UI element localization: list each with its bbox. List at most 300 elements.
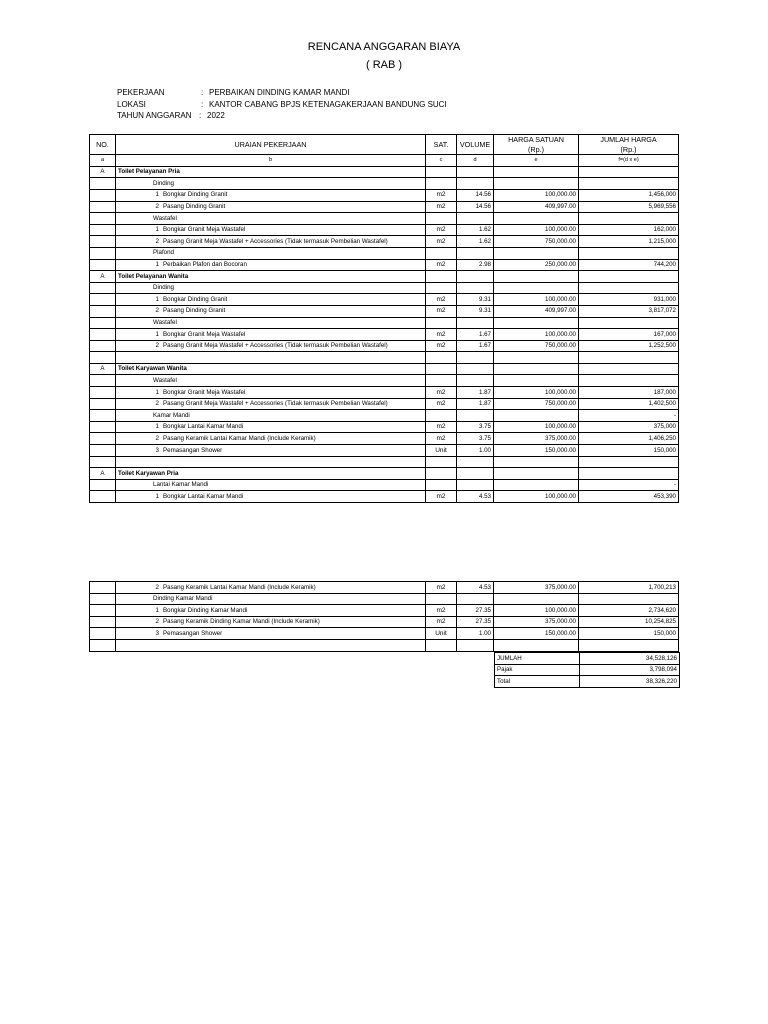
table-row — [90, 479, 679, 491]
cell-uraian — [116, 189, 426, 201]
info-value: KANTOR CABANG BPJS KETENAGAKERJAAN BANDUNG SUCI — [209, 99, 447, 109]
table-row — [90, 639, 679, 651]
letter-d: d — [457, 155, 494, 167]
cell-jumlah-harga — [579, 317, 679, 329]
cell-sat: m2 — [426, 421, 457, 433]
cell-uraian — [116, 329, 426, 341]
table-row — [90, 410, 679, 422]
info-row-pekerjaan — [117, 87, 447, 99]
item-number: 2 — [155, 618, 159, 626]
header-harga-satuan — [494, 135, 579, 155]
item-number: 1 — [155, 423, 159, 431]
cell-uraian: Toilet Pelayanan Pria — [116, 166, 426, 178]
cell-no — [90, 456, 116, 468]
cell-jumlah-harga — [579, 593, 679, 605]
item-number: 3 — [155, 446, 159, 454]
item-number: 2 — [155, 434, 159, 442]
item-number: 1 — [155, 295, 159, 303]
cell-jumlah-harga: 162,000 — [579, 224, 679, 236]
cell-uraian: Dinding — [116, 178, 426, 190]
cell-uraian — [116, 352, 426, 364]
cell-harga-satuan — [494, 178, 579, 190]
total-row-total — [495, 676, 680, 688]
cell-harga-satuan: 100,000.00 — [494, 189, 579, 201]
cell-sat: m2 — [426, 616, 457, 628]
cell-harga-satuan: 409,997.00 — [494, 305, 579, 317]
cell-jumlah-harga: 5,969,556 — [579, 201, 679, 213]
cell-volume — [457, 352, 494, 364]
cell-jumlah-harga: 150,000 — [579, 628, 679, 640]
letter-b: b — [116, 155, 426, 167]
cell-jumlah-harga: 1,406,250 — [579, 433, 679, 445]
cell-harga-satuan: 100,000.00 — [494, 387, 579, 399]
table-row — [90, 593, 679, 605]
cell-jumlah-harga: 453,390 — [579, 491, 679, 503]
cell-sat: m2 — [426, 259, 457, 271]
total-row-pajak — [495, 664, 680, 676]
cell-uraian — [116, 628, 426, 640]
cell-harga-satuan: 375,000.00 — [494, 616, 579, 628]
cell-sat — [426, 639, 457, 651]
cell-no: A — [90, 166, 116, 178]
table-row — [90, 363, 679, 375]
table-row — [90, 166, 679, 178]
cell-uraian: Toilet Pelayanan Wanita — [116, 271, 426, 283]
project-info — [117, 87, 447, 122]
cell-sat — [426, 352, 457, 364]
letter-e: e — [494, 155, 579, 167]
table-row — [90, 456, 679, 468]
cell-sat: m2 — [426, 201, 457, 213]
cell-jumlah-harga: 375,000 — [579, 421, 679, 433]
cell-volume — [457, 363, 494, 375]
cell-no — [90, 616, 116, 628]
info-separator: : — [201, 99, 204, 109]
table-row — [90, 433, 679, 445]
cell-sat: m2 — [426, 189, 457, 201]
cell-jumlah-harga — [579, 468, 679, 480]
cell-uraian — [116, 340, 426, 352]
item-description: Bongkar Granit Meja Wastafel — [163, 388, 246, 396]
header-jumlah-harga-line1: JUMLAH HARGA — [600, 135, 657, 144]
cell-jumlah-harga — [579, 363, 679, 375]
table-row — [90, 468, 679, 480]
cell-volume: 4.53 — [457, 491, 494, 503]
cell-uraian: Toilet Karyawan Wanita — [116, 363, 426, 375]
cell-uraian — [116, 639, 426, 651]
cell-no — [90, 605, 116, 617]
header-harga-satuan-line2: (Rp.) — [528, 144, 544, 154]
table-row — [90, 491, 679, 503]
cell-no: A — [90, 363, 116, 375]
cell-sat — [426, 593, 457, 605]
cell-volume: 4.53 — [457, 582, 494, 594]
item-description: Pasang Keramik Lantai Kamar Mandi (Include Keramik) — [163, 434, 316, 442]
cell-sat — [426, 317, 457, 329]
item-description: Pemasangan Shower — [163, 629, 223, 637]
cell-harga-satuan — [494, 410, 579, 422]
cell-uraian — [116, 433, 426, 445]
cell-sat — [426, 282, 457, 294]
cell-harga-satuan — [494, 468, 579, 480]
item-number: 2 — [155, 342, 159, 350]
cell-harga-satuan: 100,000.00 — [494, 491, 579, 503]
cell-harga-satuan: 750,000.00 — [494, 340, 579, 352]
cell-volume — [457, 410, 494, 422]
total-value: 38,326,220 — [580, 676, 680, 688]
cell-uraian — [116, 305, 426, 317]
table-row — [90, 582, 679, 594]
cell-no — [90, 398, 116, 410]
header-jumlah-harga-line2: (Rp.) — [620, 144, 637, 154]
item-number: 2 — [155, 203, 159, 211]
cell-volume — [457, 593, 494, 605]
table-row — [90, 329, 679, 341]
cell-harga-satuan — [494, 282, 579, 294]
cell-volume — [457, 178, 494, 190]
cell-jumlah-harga — [579, 213, 679, 225]
cell-no — [90, 259, 116, 271]
header-jumlah-harga — [579, 135, 679, 155]
cell-harga-satuan: 150,000.00 — [494, 445, 579, 457]
cell-no — [90, 479, 116, 491]
cell-jumlah-harga — [579, 271, 679, 283]
header-no: NO. — [90, 135, 116, 155]
cell-no — [90, 628, 116, 640]
cell-harga-satuan: 409,997.00 — [494, 201, 579, 213]
table-row — [90, 340, 679, 352]
cell-uraian — [116, 445, 426, 457]
rab-table-part-1 — [89, 134, 679, 503]
item-description: Pasang Granit Meja Wastafel + Accessories (Tidak termasuk Pembelian Wastafel) — [163, 342, 388, 350]
document-subtitle: ( RAB ) — [365, 59, 403, 71]
cell-harga-satuan — [494, 479, 579, 491]
table-row — [90, 236, 679, 248]
table-row — [90, 224, 679, 236]
item-description: Bongkar Dinding Granit — [163, 295, 228, 303]
cell-jumlah-harga — [579, 375, 679, 387]
cell-sat: m2 — [426, 387, 457, 399]
cell-sat: m2 — [426, 236, 457, 248]
cell-uraian — [116, 294, 426, 306]
total-label: Total — [495, 676, 580, 688]
info-label: PEKERJAAN — [117, 88, 165, 97]
item-description: Bongkar Lantai Kamar Mandi — [163, 423, 244, 431]
cell-no — [90, 387, 116, 399]
cell-no — [90, 352, 116, 364]
item-description: Bongkar Dinding Granit — [163, 191, 228, 199]
table-row — [90, 259, 679, 271]
cell-sat: m2 — [426, 398, 457, 410]
table-row — [90, 352, 679, 364]
item-description: Pasang Keramik Dinding Kamar Mandi (Include Keramik) — [163, 618, 320, 626]
cell-sat — [426, 166, 457, 178]
document-title: RENCANA ANGGARAN BIAYA — [307, 41, 461, 53]
table-row — [90, 387, 679, 399]
cell-jumlah-harga — [579, 178, 679, 190]
cell-jumlah-harga: 744,200 — [579, 259, 679, 271]
cell-sat — [426, 178, 457, 190]
item-description: Bongkar Dinding Kamar Mandi — [163, 606, 248, 614]
table-row — [90, 201, 679, 213]
cell-sat: m2 — [426, 305, 457, 317]
header-uraian: URAIAN PEKERJAAN — [116, 135, 426, 155]
rab-table-part-2 — [89, 581, 679, 652]
cell-volume: 1.00 — [457, 628, 494, 640]
cell-no — [90, 433, 116, 445]
info-value: 2022 — [207, 111, 225, 120]
cell-jumlah-harga: 1,252,500 — [579, 340, 679, 352]
cell-volume: 9.31 — [457, 305, 494, 317]
cell-uraian: Toilet Karyawan Pria — [116, 468, 426, 480]
cell-no: A — [90, 271, 116, 283]
table-row — [90, 178, 679, 190]
item-number: 1 — [155, 330, 159, 338]
cell-harga-satuan: 100,000.00 — [494, 329, 579, 341]
table-row — [90, 294, 679, 306]
cell-harga-satuan — [494, 213, 579, 225]
cell-sat — [426, 410, 457, 422]
totals-table — [494, 652, 680, 688]
cell-harga-satuan — [494, 352, 579, 364]
item-number: 1 — [155, 606, 159, 614]
item-description: Bongkar Granit Meja Wastafel — [163, 330, 246, 338]
cell-jumlah-harga: 1,456,000 — [579, 189, 679, 201]
cell-sat: m2 — [426, 433, 457, 445]
cell-jumlah-harga: 187,000 — [579, 387, 679, 399]
cell-no — [90, 593, 116, 605]
cell-jumlah-harga: 931,000 — [579, 294, 679, 306]
cell-jumlah-harga: 1,402,500 — [579, 398, 679, 410]
cell-uraian — [116, 491, 426, 503]
table-row — [90, 317, 679, 329]
info-row-tahun-anggaran — [117, 110, 447, 122]
cell-jumlah-harga: - — [579, 410, 679, 422]
table-row — [90, 398, 679, 410]
table-row — [90, 605, 679, 617]
item-number: 1 — [155, 191, 159, 199]
cell-harga-satuan: 100,000.00 — [494, 605, 579, 617]
info-label: LOKASI — [117, 99, 146, 109]
cell-no — [90, 491, 116, 503]
cell-jumlah-harga — [579, 282, 679, 294]
cell-harga-satuan — [494, 247, 579, 259]
cell-volume: 27.35 — [457, 616, 494, 628]
table-row — [90, 375, 679, 387]
header-volume: VOLUME — [457, 135, 494, 155]
table-row — [90, 445, 679, 457]
cell-uraian — [116, 398, 426, 410]
cell-sat — [426, 363, 457, 375]
cell-harga-satuan — [494, 639, 579, 651]
table-header-row — [90, 135, 679, 155]
cell-sat — [426, 271, 457, 283]
cell-no — [90, 329, 116, 341]
item-number: 3 — [155, 629, 159, 637]
item-number: 2 — [155, 307, 159, 315]
table-row — [90, 616, 679, 628]
cell-harga-satuan — [494, 456, 579, 468]
item-description: Pasang Dinding Granit — [163, 307, 226, 315]
cell-no — [90, 213, 116, 225]
item-description: Pasang Granit Meja Wastafel + Accessories (Tidak termasuk Pembelian Wastafel) — [163, 400, 388, 408]
cell-no — [90, 305, 116, 317]
cell-harga-satuan: 100,000.00 — [494, 421, 579, 433]
cell-uraian — [116, 387, 426, 399]
cell-volume — [457, 375, 494, 387]
cell-sat: m2 — [426, 605, 457, 617]
item-description: Bongkar Lantai Kamar Mandi — [163, 492, 244, 500]
cell-no — [90, 317, 116, 329]
item-number: 2 — [155, 400, 159, 408]
item-number: 1 — [155, 492, 159, 500]
letter-f: f=(d x e) — [579, 155, 679, 167]
cell-no — [90, 294, 116, 306]
item-description: Perbaikan Plafon dan Bocoran — [163, 261, 247, 269]
table-row — [90, 282, 679, 294]
cell-volume — [457, 317, 494, 329]
cell-sat: m2 — [426, 329, 457, 341]
item-description: Bongkar Granit Meja Wastafel — [163, 226, 246, 234]
cell-no — [90, 421, 116, 433]
cell-volume: 1.00 — [457, 445, 494, 457]
total-label: JUMLAH — [495, 653, 580, 665]
cell-jumlah-harga — [579, 166, 679, 178]
cell-volume — [457, 282, 494, 294]
cell-jumlah-harga: - — [579, 479, 679, 491]
cell-uraian — [116, 259, 426, 271]
header-sat: SAT. — [426, 135, 457, 155]
cell-harga-satuan: 750,000.00 — [494, 398, 579, 410]
cell-uraian: Dinding Kamar Mandi — [116, 593, 426, 605]
cell-no — [90, 445, 116, 457]
item-description: Pasang Granit Meja Wastafel + Accessories (Tidak termasuk Pembelian Wastafel) — [163, 237, 388, 245]
cell-no: A — [90, 468, 116, 480]
cell-volume: 1.87 — [457, 387, 494, 399]
item-description: Pasang Dinding Granit — [163, 203, 226, 211]
cell-harga-satuan: 150,000.00 — [494, 628, 579, 640]
cell-no — [90, 178, 116, 190]
cell-volume — [457, 213, 494, 225]
cell-volume — [457, 639, 494, 651]
cell-volume — [457, 479, 494, 491]
cell-uraian: Dinding — [116, 282, 426, 294]
item-number: 1 — [155, 388, 159, 396]
cell-no — [90, 375, 116, 387]
cell-harga-satuan — [494, 375, 579, 387]
cell-volume: 9.31 — [457, 294, 494, 306]
cell-volume — [457, 456, 494, 468]
item-number: 1 — [155, 226, 159, 234]
cell-volume — [457, 468, 494, 480]
cell-uraian: Wastafel — [116, 375, 426, 387]
cell-volume: 3.75 — [457, 421, 494, 433]
cell-harga-satuan — [494, 166, 579, 178]
table-row — [90, 247, 679, 259]
cell-uraian — [116, 616, 426, 628]
cell-volume: 14.56 — [457, 201, 494, 213]
cell-sat — [426, 479, 457, 491]
cell-jumlah-harga — [579, 352, 679, 364]
cell-volume — [457, 166, 494, 178]
cell-volume: 1.87 — [457, 398, 494, 410]
cell-volume: 1.62 — [457, 224, 494, 236]
letter-c: c — [426, 155, 457, 167]
cell-no — [90, 201, 116, 213]
cell-volume: 14.56 — [457, 189, 494, 201]
item-number: 2 — [155, 237, 159, 245]
cell-uraian: Wastafel — [116, 213, 426, 225]
cell-harga-satuan — [494, 593, 579, 605]
item-number: 1 — [155, 261, 159, 269]
info-value: PERBAIKAN DINDING KAMAR MANDI — [209, 88, 350, 97]
cell-harga-satuan — [494, 363, 579, 375]
info-separator: : — [199, 111, 202, 120]
cell-harga-satuan: 100,000.00 — [494, 224, 579, 236]
total-value: 3,798,094 — [580, 664, 680, 676]
cell-uraian: Kamar Mandi — [116, 410, 426, 422]
letter-a: a — [90, 155, 116, 167]
item-number: 2 — [155, 583, 159, 591]
cell-jumlah-harga — [579, 639, 679, 651]
cell-uraian — [116, 201, 426, 213]
cell-sat — [426, 213, 457, 225]
cell-harga-satuan — [494, 317, 579, 329]
cell-no — [90, 340, 116, 352]
cell-jumlah-harga: 10,254,825 — [579, 616, 679, 628]
cell-sat — [426, 247, 457, 259]
cell-volume: 1.62 — [457, 236, 494, 248]
cell-sat: Unit — [426, 445, 457, 457]
table-row — [90, 421, 679, 433]
total-row-jumlah — [495, 653, 680, 665]
total-label: Pajak — [495, 664, 580, 676]
cell-sat: Unit — [426, 628, 457, 640]
cell-harga-satuan: 250,000.00 — [494, 259, 579, 271]
cell-sat: m2 — [426, 294, 457, 306]
cell-volume: 3.75 — [457, 433, 494, 445]
cell-jumlah-harga — [579, 247, 679, 259]
cell-uraian: Wastafel — [116, 317, 426, 329]
cell-jumlah-harga: 2,734,620 — [579, 605, 679, 617]
item-description: Pasang Keramik Lantai Kamar Mandi (Include Keramik) — [163, 583, 316, 591]
cell-no — [90, 639, 116, 651]
cell-harga-satuan: 750,000.00 — [494, 236, 579, 248]
cell-volume: 2.98 — [457, 259, 494, 271]
cell-jumlah-harga — [579, 456, 679, 468]
cell-harga-satuan: 100,000.00 — [494, 294, 579, 306]
cell-uraian — [116, 456, 426, 468]
cell-no — [90, 236, 116, 248]
cell-sat: m2 — [426, 224, 457, 236]
cell-uraian — [116, 236, 426, 248]
cell-volume — [457, 247, 494, 259]
cell-jumlah-harga: 3,817,072 — [579, 305, 679, 317]
info-label: TAHUN ANGGARAN — [117, 111, 192, 120]
cell-uraian — [116, 582, 426, 594]
info-row-lokasi — [117, 99, 447, 111]
cell-volume: 1.67 — [457, 340, 494, 352]
cell-sat — [426, 375, 457, 387]
table-row — [90, 189, 679, 201]
cell-uraian — [116, 421, 426, 433]
total-value: 34,528,126 — [580, 653, 680, 665]
cell-sat: m2 — [426, 582, 457, 594]
cell-jumlah-harga: 150,000 — [579, 445, 679, 457]
cell-volume: 27.35 — [457, 605, 494, 617]
cell-no — [90, 224, 116, 236]
header-harga-satuan-line1: HARGA SATUAN — [508, 135, 564, 144]
